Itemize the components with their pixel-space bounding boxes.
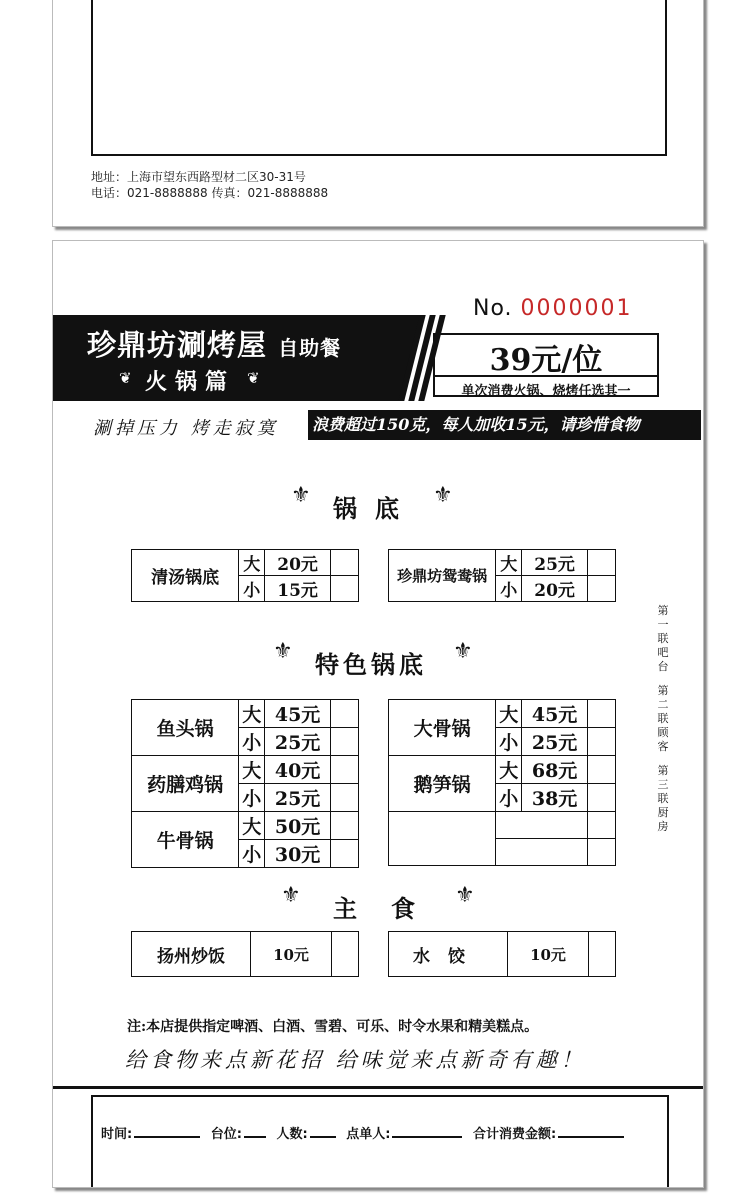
flourish-icon: ❦ <box>247 369 260 387</box>
drinks-note: 注:本店提供指定啤酒、白酒、雪碧、可乐、时令水果和精美糕点。 <box>127 1019 539 1035</box>
qty-cell[interactable] <box>589 932 616 977</box>
size-label: 大 <box>239 812 265 840</box>
copy-label: 第一联 吧台 <box>657 604 669 673</box>
staple-item-table <box>388 931 616 977</box>
ornament-icon: ⚜ <box>433 483 453 508</box>
price-per-person: 39元/位 <box>489 343 603 378</box>
item-price: 15元 <box>265 576 331 602</box>
item-price: 25元 <box>522 728 588 756</box>
qty-cell[interactable] <box>330 728 358 756</box>
total-field[interactable] <box>558 1124 624 1138</box>
qty-cell[interactable] <box>587 576 615 602</box>
item-price: 50元 <box>265 812 331 840</box>
people-label: 人数: <box>276 1127 308 1142</box>
empty-cell <box>496 839 588 866</box>
copy-labels <box>656 604 670 844</box>
total-label: 合计消费金额: <box>472 1127 557 1142</box>
phone-fax-line: 电话：021-8888888 传真：021-8888888 <box>91 186 329 200</box>
qty-cell[interactable] <box>587 550 615 576</box>
empty-cell <box>496 812 588 839</box>
time-label: 时间: <box>101 1127 133 1142</box>
item-price: 20元 <box>522 576 588 602</box>
size-label: 小 <box>239 728 265 756</box>
item-price: 25元 <box>522 550 588 576</box>
table-label: 台位: <box>210 1127 242 1142</box>
ornament-icon: ⚜ <box>273 639 293 664</box>
item-price: 10元 <box>508 932 589 977</box>
item-name: 清汤锅底 <box>132 550 239 602</box>
item-price: 20元 <box>265 550 331 576</box>
brand-suffix: 自助餐 <box>278 336 342 360</box>
order-info-fields <box>101 1123 630 1142</box>
section-title-staple: 主食 <box>333 894 449 923</box>
size-label: 小 <box>496 728 522 756</box>
size-label: 大 <box>239 550 265 576</box>
flourish-icon: ❦ <box>119 369 132 387</box>
size-label: 小 <box>239 840 265 868</box>
item-price: 30元 <box>265 840 331 868</box>
qty-cell[interactable] <box>587 839 615 866</box>
ornament-icon: ⚜ <box>291 483 311 508</box>
qty-cell[interactable] <box>332 932 359 977</box>
top-blank-box <box>91 0 667 156</box>
base-item-table <box>131 549 359 602</box>
qty-cell[interactable] <box>330 576 358 602</box>
slogan: 涮掉压力 烤走寂寞 <box>93 418 279 439</box>
qty-cell[interactable] <box>330 550 358 576</box>
server-field[interactable] <box>392 1124 462 1138</box>
address-line: 地址：上海市望东西路型材二区30-31号 <box>91 170 306 184</box>
qty-cell[interactable] <box>587 784 615 812</box>
price-note: 单次消费火锅、烧烤任选其一 <box>433 375 659 399</box>
item-price: 68元 <box>522 756 588 784</box>
size-label: 大 <box>496 550 522 576</box>
special-items-left-table <box>131 699 359 868</box>
size-label: 小 <box>496 784 522 812</box>
qty-cell[interactable] <box>330 784 358 812</box>
item-name: 水饺 <box>389 932 508 977</box>
item-name: 鹅笋锅 <box>389 756 496 812</box>
item-price: 10元 <box>251 932 332 977</box>
ornament-icon: ⚜ <box>453 639 473 664</box>
table-field[interactable] <box>244 1124 266 1138</box>
size-label: 大 <box>239 756 265 784</box>
size-label: 大 <box>496 756 522 784</box>
ornament-icon: ⚜ <box>281 883 301 908</box>
item-name: 牛骨锅 <box>132 812 239 868</box>
size-label: 小 <box>496 576 522 602</box>
serial-label: No. <box>473 296 513 321</box>
size-label: 大 <box>239 700 265 728</box>
item-name: 药膳鸡锅 <box>132 756 239 812</box>
section-title-base: 锅底 <box>333 494 417 523</box>
section-title-special: 特色锅底 <box>315 650 427 679</box>
base-item-table <box>388 549 616 602</box>
brand-title <box>87 323 341 364</box>
item-price: 45元 <box>265 700 331 728</box>
item-name: 大骨锅 <box>389 700 496 756</box>
empty-cell <box>389 812 496 866</box>
brand-name: 珍鼎坊涮烤屋 <box>87 328 268 362</box>
ornament-icon: ⚜ <box>455 883 475 908</box>
qty-cell[interactable] <box>587 700 615 728</box>
category-title: 火锅篇 <box>145 370 236 395</box>
people-field[interactable] <box>310 1124 336 1138</box>
copy-label: 第二联 顾客 <box>657 684 669 753</box>
footer-slogan: 给食物来点新花招 给味觉来点新奇有趣！ <box>125 1048 586 1072</box>
time-field[interactable] <box>134 1124 200 1138</box>
item-name: 鱼头锅 <box>132 700 239 756</box>
qty-cell[interactable] <box>587 812 615 839</box>
item-price: 25元 <box>265 728 331 756</box>
divider <box>53 1086 703 1089</box>
qty-cell[interactable] <box>330 840 358 868</box>
copy-label: 第三联 厨房 <box>657 764 669 833</box>
item-price: 25元 <box>265 784 331 812</box>
qty-cell[interactable] <box>330 700 358 728</box>
qty-cell[interactable] <box>587 756 615 784</box>
size-label: 大 <box>496 700 522 728</box>
order-sheet <box>52 240 704 1188</box>
waste-notice: 浪费超过150克，每人加收15元，请珍惜食物 <box>308 410 701 440</box>
qty-cell[interactable] <box>587 728 615 756</box>
serial-value: 0000001 <box>520 296 633 321</box>
item-price: 45元 <box>522 700 588 728</box>
special-items-right-table <box>388 699 616 866</box>
top-sheet <box>52 0 704 227</box>
item-price: 40元 <box>265 756 331 784</box>
size-label: 小 <box>239 784 265 812</box>
item-price: 38元 <box>522 784 588 812</box>
qty-cell[interactable] <box>330 812 358 840</box>
staple-item-table <box>131 931 359 977</box>
item-name: 扬州炒饭 <box>132 932 251 977</box>
serial-number <box>473 296 633 321</box>
qty-cell[interactable] <box>330 756 358 784</box>
server-label: 点单人: <box>346 1127 391 1142</box>
size-label: 小 <box>239 576 265 602</box>
item-name: 珍鼎坊鸳鸯锅 <box>389 550 496 602</box>
